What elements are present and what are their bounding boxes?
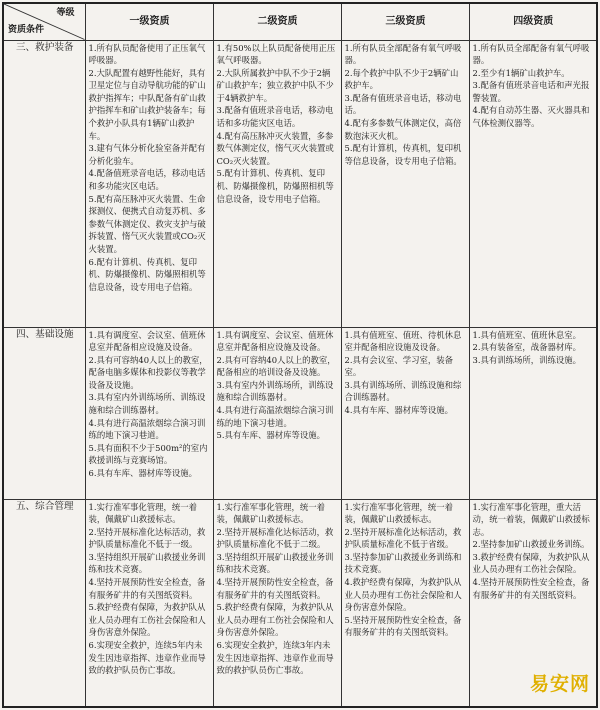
row-category-label: 五、综合管理	[3, 499, 85, 707]
level-1-requirements-cell	[85, 499, 213, 707]
row-category-label: 三、救护装备	[3, 40, 85, 327]
requirement-item: 4.配有高压脉冲灭火装置，多参数气体测定仪，惰气灭火装置或CO₂灭火装置。	[216, 130, 334, 166]
level-1-requirements-cell	[85, 327, 213, 499]
requirement-item: 5.配有计算机、传真机、复印机、防爆摄像机，防爆照相机等信息设备，设专用电子信箱。	[216, 168, 334, 204]
requirement-item: 3.救护经费有保障，为救护队从业人员办理有工伤社会保险。	[472, 551, 590, 575]
requirement-item: 1.具有调度室、会议室、值班休息室并配备相应设施及设备。	[88, 329, 206, 353]
requirement-item: 2.坚持参加矿山救援业务训练。	[472, 539, 590, 550]
requirement-item: 4.坚持开展预防性安全检查，备有服务矿井的有关图纸资料。	[472, 577, 590, 600]
level-3-requirements-cell	[341, 327, 469, 499]
level-4-requirements-cell	[469, 327, 597, 499]
requirement-item: 2.至少有1辆矿山救护车。	[472, 67, 570, 78]
requirement-item: 4.配有自动苏生器、灭火器具和气体检测仪器等。	[472, 105, 590, 129]
requirement-item: 4.救护经费有保障，为救护队从业人员办理有工伤社会保险和人身伤害意外保险。	[344, 577, 462, 613]
requirement-item: 1.实行准军事化管理，统一着装，佩戴矿山救援标志。	[216, 501, 325, 525]
requirement-item: 5.救护经费有保障，为救护队从业人员办理有工伤社会保险和人身伤害意外保险。	[88, 602, 206, 638]
requirement-item: 1.实行准军事化管理，重大活动，统一着装，佩戴矿山救援标志。	[472, 501, 590, 537]
requirement-item: 1.具有值班室、值班休息室。	[472, 329, 581, 340]
rescue-equipment-row	[3, 40, 597, 327]
requirement-item: 3.配备有值班录音电话，移动电话和多功能灾区电话。	[216, 105, 334, 129]
requirement-item: 2.坚持开展标准化达标活动，救护队质量标准化不低于一级。	[88, 526, 206, 550]
requirement-item: 5.坚持开展预防性安全检查，备有服务矿井的有关图纸资料。	[344, 614, 462, 638]
requirement-item: 4.配备值班录音电话，移动电话和多功能灾区电话。	[88, 168, 206, 192]
requirement-item: 3.坚持组织开展矿山救援业务训练和技术竞赛。	[88, 551, 206, 575]
requirement-item: 3.配备有值班录音电话和声光报警装置。	[472, 80, 590, 103]
corner-header-cell	[3, 3, 85, 40]
requirement-item: 2.具有会议室、学习室，装备室。	[344, 354, 453, 378]
requirement-item: 1.实行准军事化管理，统一着装，佩戴矿山救援标志。	[344, 501, 453, 525]
requirement-item: 1.所有队员配备使用了正压氧气呼吸器。	[88, 42, 206, 66]
requirement-item: 1.所有队员全部配备有氧气呼吸器。	[472, 42, 590, 66]
requirement-item: 5.配有计算机，传真机，复印机等信息设备，设专用电子信箱。	[344, 143, 462, 166]
requirement-item: 4.具有车库、器材库等设施。	[344, 405, 453, 416]
requirement-item: 3.坚持组织开展矿山救援业务训练和技术竞赛。	[216, 551, 334, 575]
level-2-requirements-cell	[213, 327, 341, 499]
requirement-item: 3.具有室内外训练场所、训练设施和综合训练器材。	[88, 392, 206, 416]
requirement-item: 3.配备有值班录音电话，移动电话。	[344, 92, 462, 116]
requirement-item: 6.配有计算机、传真机、复印机、防爆摄像机、防爆照相机等信息设备，设专用电子信箱。	[88, 256, 206, 292]
corner-level-label: 等级	[56, 8, 75, 18]
requirement-item: 3.具有训练场所，训练设施。	[472, 354, 581, 365]
requirement-item: 5.救护经费有保障，为救护队从业人员办理有工伤社会保险和人身伤害意外保险。	[216, 602, 334, 638]
level-2-requirements-cell	[213, 40, 341, 327]
requirement-item: 5.具有面积不少于500m²的室内救援训练与竞赛场馆。	[88, 442, 208, 466]
level-3-requirements-cell	[341, 499, 469, 707]
requirement-item: 3.具有训练场所、训练设施和综合训练器材。	[344, 379, 462, 403]
level-1-requirements-cell	[85, 40, 213, 327]
requirement-item: 3.具有室内外训练场所，训练设施和综合训练器材。	[216, 379, 334, 403]
level-1-header: 一级资质	[85, 3, 213, 40]
requirement-item: 4.配有多参数气体测定仪，高倍数泡沫灭火机。	[344, 118, 462, 141]
requirement-item: 2.大队所属救护中队不少于2辆矿山救护车；独立救护中队不少于4辆救护车。	[216, 67, 334, 103]
requirement-item: 2.坚持开展标准化达标活动，救护队质量标准化不低于省级。	[344, 526, 462, 550]
requirement-item: 2.坚持开展标准化达标活动，救护队质量标准化不低于二级。	[216, 526, 334, 550]
requirement-item: 4.坚持开展预防性安全检查，备有服务矿井的有关图纸资料。	[88, 577, 206, 600]
requirement-item: 2.大队配置有越野性能好，具有卫星定位与自动导航功能的矿山救护指挥车；中队配备有矿山救护指挥车和矿山救护装备车；每个救护小队具有1辆矿山救护车。	[88, 67, 206, 141]
requirement-item: 6.实现安全救护，连续3年内未发生因违章指挥、违章作业而导致的救护队员伤亡事故。	[216, 640, 334, 676]
requirement-item: 6.实现安全救护，连续5年内未发生因违章指挥、违章作业而导致的救护队员伤亡事故。	[88, 640, 206, 676]
level-3-header: 三级资质	[341, 3, 469, 40]
level-3-requirements-cell	[341, 40, 469, 327]
corner-condition-label: 资质条件	[8, 24, 45, 35]
requirement-item: 5.具有车库、器材库等设施。	[216, 430, 325, 441]
requirement-item: 1.具有值班室、值班、待机休息室并配备相应设施及设备。	[344, 329, 462, 353]
header-row	[3, 3, 597, 40]
infrastructure-row	[3, 327, 597, 499]
requirement-item: 5.配有高压脉冲灭火装置、生命探测仪、便携式自动复苏机、多参数气体测定仪、救灾支护与破拆装置、惰气灭火装置或CO₂灭火装置。	[88, 193, 206, 254]
requirement-item: 1.具有调度室、会议室、值班休息室并配备相应设施及设备。	[216, 329, 334, 353]
qualification-table	[2, 2, 598, 708]
requirement-item: 2.具有装备室，战备器材库。	[472, 342, 581, 353]
requirement-item: 2.具有可容纳40人以上的教室，配备电脑多媒体和投影仪等教学设备及设施。	[88, 354, 208, 390]
requirement-item: 3.建有气体分析化验室备并配有分析化验车。	[88, 143, 206, 166]
requirement-item: 2.每个救护中队不少于2辆矿山救护车。	[344, 67, 459, 91]
requirement-item: 1.有50%以上队员配备使用正压氧气呼吸器。	[216, 42, 336, 66]
level-4-requirements-cell	[469, 40, 597, 327]
level-2-header: 二级资质	[213, 3, 341, 40]
site-watermark-logo: 易安网	[529, 673, 590, 695]
requirement-item: 2.具有可容纳40人以上的教室，配备相应的培训设备及设施。	[216, 354, 336, 378]
requirement-item: 4.具有进行高温浓烟综合演习训练的地下演习巷道。	[88, 417, 206, 441]
comprehensive-management-row	[3, 499, 597, 707]
requirement-item: 4.具有进行高温浓烟综合演习训练的地下演习巷道。	[216, 405, 334, 428]
requirement-item: 4.坚持开展预防性安全检查，备有服务矿井的有关图纸资料。	[216, 577, 334, 600]
requirement-item: 1.所有队员全部配备有氧气呼吸器。	[344, 42, 462, 66]
level-4-header: 四级资质	[469, 3, 597, 40]
requirement-item: 1.实行准军事化管理，统一着装，佩戴矿山救援标志。	[88, 501, 197, 525]
requirement-item: 6.具有车库、器材库等设施。	[88, 468, 197, 479]
row-category-label: 四、基础设施	[3, 327, 85, 499]
level-2-requirements-cell	[213, 499, 341, 707]
requirement-item: 3.坚持参加矿山救援业务训练和技术竞赛。	[344, 551, 462, 575]
